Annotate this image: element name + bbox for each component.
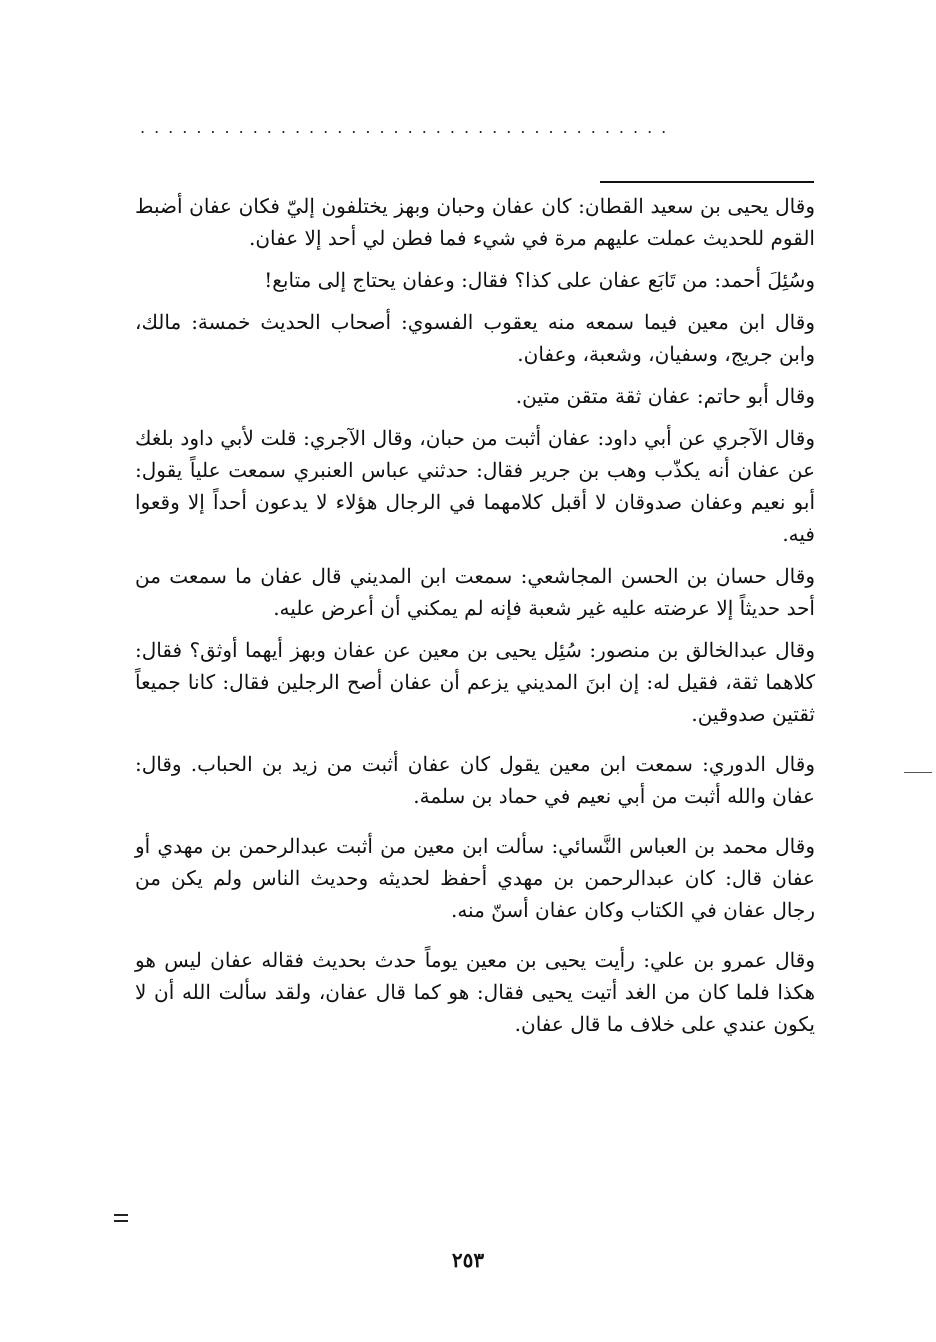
header-rule bbox=[600, 181, 814, 183]
paragraph-ajurri: وقال الآجري عن أبي داود: عفان أثبت من حبان، وقال الآجري: قلت لأبي داود بلغك عن عفان أنه يكذّب وهب بن جرير فقال: حدثني عباس العنبري سمعت علياً يقول: أبو نعيم وعفان صدوقان لا أقبل كلامهما في الرجال هؤلاء لا يدعون أحداً إلا وقعوا فيه. bbox=[135, 426, 815, 546]
paragraph-amr-bin-ali: وقال عمرو بن علي: رأيت يحيى بن معين يوماً حدث بحديث فقاله عفان ليس هو هكذا فلما كان من الغد أتيت يحيى فقال: هو كما قال عفان، ولقد سألت الله أن لا يكون عندي على خلاف ما قال عفان. bbox=[135, 948, 815, 1036]
paragraph-qattan: وقال يحيى بن سعيد القطان: كان عفان وحبان وبهز يختلفون إليّ فكان عفان أضبط القوم للحديث عملت عليهم مرة في شيء فما فطن لي أحد إلا عفان. bbox=[135, 194, 815, 250]
paragraph-hassan: وقال حسان بن الحسن المجاشعي: سمعت ابن المديني قال عفان ما سمعت من أحد حديثاً إلا عرضته عليه غير شعبة فإنه لم يمكني أن أعرض عليه. bbox=[135, 564, 815, 620]
paragraph-ibn-maeen-fasawi: وقال ابن معين فيما سمعه منه يعقوب الفسوي: أصحاب الحديث خمسة: مالك، وابن جريج، وسفيان، وشعبة، وعفان. bbox=[135, 310, 815, 366]
header-dotted-line: ...................................... bbox=[140, 118, 676, 137]
paragraph-nasai: وقال محمد بن العباس النَّسائي: سألت ابن معين من أثبت عبدالرحمن بن مهدي أو عفان قال: كان عبدالرحمن بن مهدي أحفظ لحديثه وحديث الناس ولم يكن من رجال عفان في الكتاب وكان عفان أسنّ منه. bbox=[135, 834, 815, 922]
paragraph-abu-hatim: وقال أبو حاتم: عفان ثقة متقن متين. bbox=[515, 384, 815, 408]
paragraph-duri: وقال الدوري: سمعت ابن معين يقول كان عفان أثبت من زيد بن الحباب. وقال: عفان والله أثبت من أبي نعيم في حماد بن سلمة. bbox=[135, 752, 815, 808]
page-number: ٢٥٣ bbox=[451, 1248, 485, 1272]
page-body bbox=[135, 190, 815, 1058]
margin-dash bbox=[904, 772, 932, 773]
paragraph-ahmad: وسُئِلَ أحمد: من تَابَع عفان على كذا؟ فقال: وعفان يحتاج إلى متابع! bbox=[264, 268, 815, 292]
margin-mark bbox=[114, 1214, 128, 1226]
paragraph-abdulkhaliq: وقال عبدالخالق بن منصور: سُئِل يحيى بن معين عن عفان وبهز أيهما أوثق؟ فقال: كلاهما ثقة، فقيل له: إن ابنَ المديني يزعم أن عفان أصح الرجلين فقال: كانا جميعاً ثقتين صدوقين. bbox=[135, 638, 815, 726]
